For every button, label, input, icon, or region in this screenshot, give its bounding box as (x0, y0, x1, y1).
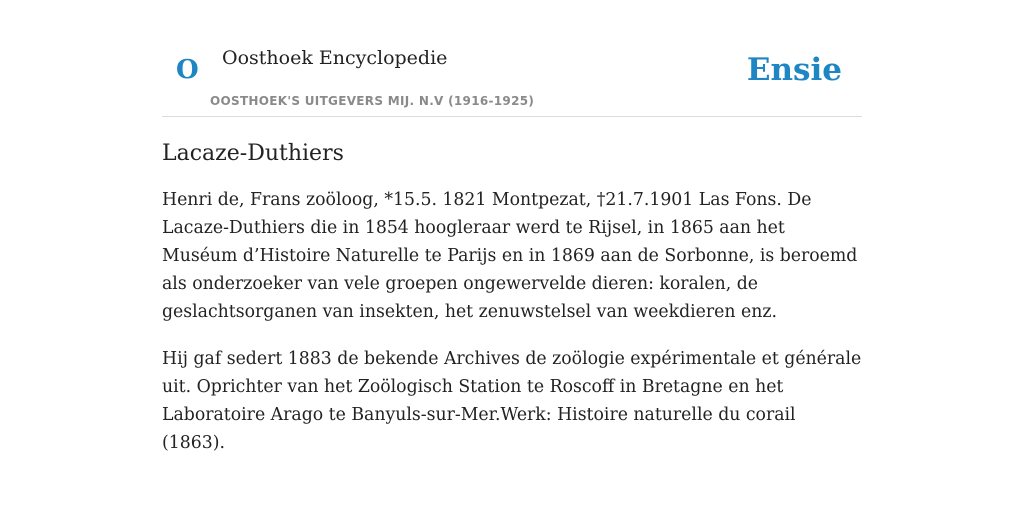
page-header (162, 0, 862, 117)
publication-title[interactable]: Oosthoek Encyclopedie (222, 47, 448, 69)
article-title: Lacaze-Duthiers (162, 141, 344, 166)
article-paragraph: Hij gaf sedert 1883 de bekende Archives de zoölogie expérimentale et générale uit. Oprichter van het Zoölogisch Station te Roscoff in Bretagne en het Laboratoire Arago te Banyuls-sur-Mer.Werk: Histoire naturelle du corail (1863). (162, 349, 862, 453)
publisher-subtitle: OOSTHOEK'S UITGEVERS MIJ. N.V (1916-1925) (210, 94, 535, 108)
article-paragraph: Henri de, Frans zoöloog, *15.5. 1821 Montpezat, †21.7.1901 Las Fons. De Lacaze-Duthiers die in 1854 hoogleraar werd te Rijsel, in 1865 aan het Muséum d’Histoire Naturelle te Parijs en in 1869 aan de Sorbonne, is beroemd als onderzoeker van vele groepen ongewervelde dieren: koralen, de geslachtsorganen van insekten, het zenuwstelsel van weekdieren enz. (162, 190, 858, 322)
encyclopedia-logo[interactable]: O (176, 55, 199, 85)
article-body (162, 136, 862, 476)
ensie-brand-logo[interactable]: Ensie (746, 52, 842, 88)
